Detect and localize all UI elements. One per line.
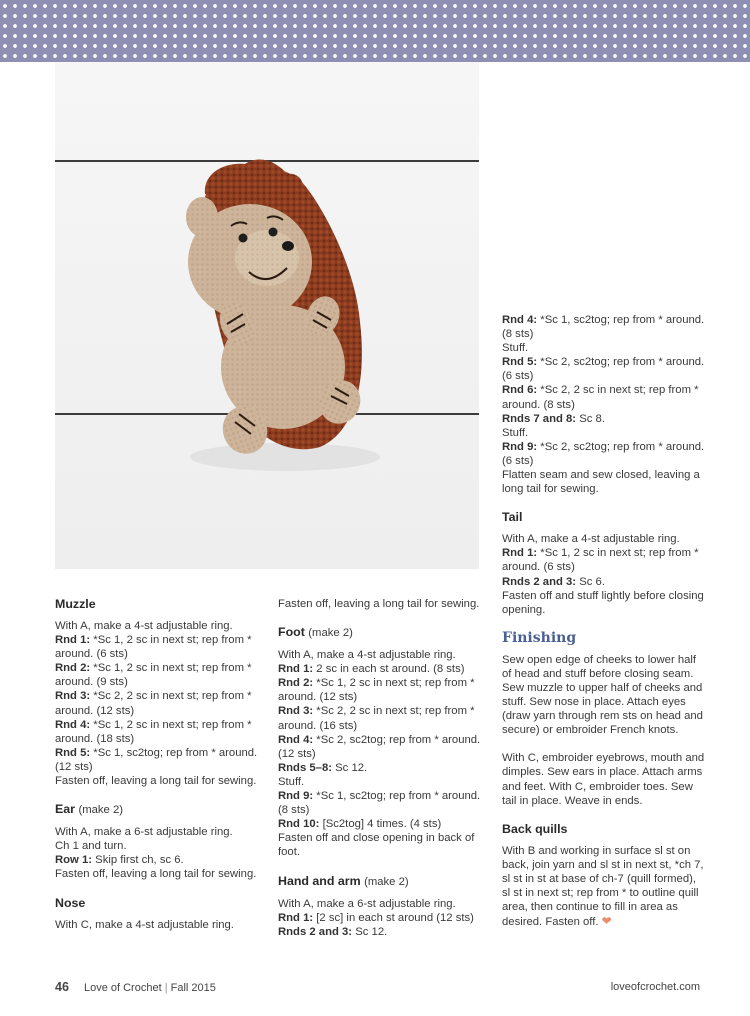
back-quills-text: With B and working in surface sl st on back, join yarn and sl st in next st, *ch 7, sl st in st at base of ch-7 (quill formed), sl st in next st; rep from * to outline quill area, then continue to fill in area as desired. Fasten off. ❤	[502, 844, 704, 929]
hand-arm-rnds-7-8: Rnds 7 and 8: Sc 8.	[502, 412, 605, 425]
ear-heading: Ear (make 2)	[55, 802, 124, 817]
ear-intro: With A, make a 6-st adjustable ring.	[55, 826, 233, 839]
hand-arm-flatten: Flatten seam and sew closed, leaving a long tail for sewing.	[502, 469, 700, 496]
column-right	[502, 313, 707, 929]
foot-rnd-10: Rnd 10: [Sc2tog] 4 times. (4 sts)	[278, 818, 442, 831]
foot-stuff: Stuff.	[278, 775, 305, 788]
foot-rnd-3: Rnd 3: *Sc 2, 2 sc in next st; rep from * around. (16 sts)	[278, 705, 475, 732]
footer-website[interactable]: loveofcrochet.com	[610, 981, 700, 993]
hand-arm-rnds-2-3: Rnds 2 and 3: Sc 12.	[278, 925, 388, 938]
nose-heading: Nose	[55, 895, 86, 910]
page-number: 46	[55, 980, 69, 994]
muzzle-fasten: Fasten off, leaving a long tail for sewing.	[55, 775, 257, 788]
finishing-paragraph-2: With C, embroider eyebrows, mouth and dimples. Sew ears in place. Attach arms and feet. With C, embroider toes. Sew tail in place. Weave in ends.	[502, 752, 705, 807]
hand-arm-intro: With A, make a 6-st adjustable ring.	[278, 897, 456, 910]
ear-fasten: Fasten off, leaving a long tail for sewing.	[55, 868, 257, 881]
hand-arm-rnd-9: Rnd 9: *Sc 2, sc2tog; rep from * around. (6 sts)	[502, 440, 705, 467]
finishing-heading: Finishing	[502, 629, 577, 646]
hand-arm-heading: Hand and arm (make 2)	[278, 873, 409, 888]
hedgehog-illustration	[55, 62, 479, 569]
ear-row-1: Row 1: Skip first ch, sc 6.	[55, 854, 184, 867]
column-left	[55, 597, 260, 932]
crochet-hedgehog-photo	[55, 62, 479, 569]
heart-icon: ❤	[601, 914, 612, 929]
foot-rnds-5-8: Rnds 5–8: Sc 12.	[278, 761, 368, 774]
tail-heading: Tail	[502, 510, 523, 525]
foot-rnd-1: Rnd 1: 2 sc in each st around. (8 sts)	[278, 663, 465, 676]
hand-arm-rnd-6: Rnd 6: *Sc 2, 2 sc in next st; rep from * around. (8 sts)	[502, 384, 699, 411]
tail-rnds-2-3: Rnds 2 and 3: Sc 6.	[502, 575, 605, 588]
muzzle-rnd-3: Rnd 3: *Sc 2, 2 sc in next st; rep from * around. (12 sts)	[55, 690, 252, 717]
hand-arm-rnd-4: Rnd 4: *Sc 1, sc2tog; rep from * around. (8 sts)	[502, 314, 705, 341]
issue-label: Fall 2015	[170, 982, 216, 994]
hand-arm-rnd-1: Rnd 1: [2 sc] in each st around (12 sts)	[278, 911, 474, 924]
muzzle-rnd-2: Rnd 2: *Sc 1, 2 sc in next st; rep from * around. (9 sts)	[55, 662, 252, 689]
muzzle-intro: With A, make a 4-st adjustable ring.	[55, 620, 233, 632]
nose-intro: With C, make a 4-st adjustable ring.	[55, 918, 234, 931]
nose-fasten: Fasten off, leaving a long tail for sewing.	[278, 598, 480, 610]
hand-arm-stuff: Stuff.	[502, 342, 529, 355]
foot-rnd-4: Rnd 4: *Sc 2, sc2tog; rep from * around. (12 sts)	[278, 733, 481, 760]
magazine-title: Love of Crochet	[83, 982, 162, 994]
muzzle-rnd-4: Rnd 4: *Sc 1, 2 sc in next st; rep from * around. (18 sts)	[55, 718, 252, 745]
footer-left	[55, 980, 216, 995]
foot-rnd-2: Rnd 2: *Sc 1, 2 sc in next st; rep from * around. (12 sts)	[278, 677, 475, 704]
foot-heading: Foot (make 2)	[278, 625, 353, 640]
polka-dot-header-band	[0, 0, 750, 62]
tail-intro: With A, make a 4-st adjustable ring.	[502, 533, 680, 546]
muzzle-rnd-5: Rnd 5: *Sc 1, sc2tog; rep from * around. (12 sts)	[55, 746, 258, 773]
tail-rnd-1: Rnd 1: *Sc 1, 2 sc in next st; rep from * around. (6 sts)	[502, 547, 699, 574]
foot-rnd-9: Rnd 9: *Sc 1, sc2tog; rep from * around. (8 sts)	[278, 790, 481, 817]
finishing-paragraph-1: Sew open edge of cheeks to lower half of head and stuff before closing seam. Sew muzzle to upper half of cheeks and stuff. Sew nose in place. Attach eyes (draw yarn through rem sts on head and secure) or embroider French knots.	[502, 653, 703, 737]
column-middle	[278, 597, 483, 939]
back-quills-heading: Back quills	[502, 821, 568, 836]
foot-fasten: Fasten off and close opening in back of foot.	[278, 832, 475, 859]
muzzle-heading: Muzzle	[55, 597, 96, 611]
hand-arm-stuff-2: Stuff.	[502, 426, 529, 439]
tail-fasten: Fasten off and stuff lightly before closing opening.	[502, 589, 704, 616]
footer-separator: |	[164, 982, 168, 994]
ear-ch: Ch 1 and turn.	[55, 840, 127, 853]
foot-intro: With A, make a 4-st adjustable ring.	[278, 649, 456, 662]
hand-arm-rnd-5: Rnd 5: *Sc 2, sc2tog; rep from * around. (6 sts)	[502, 356, 705, 383]
muzzle-rnd-1: Rnd 1: *Sc 1, 2 sc in next st; rep from * around. (6 sts)	[55, 634, 252, 661]
